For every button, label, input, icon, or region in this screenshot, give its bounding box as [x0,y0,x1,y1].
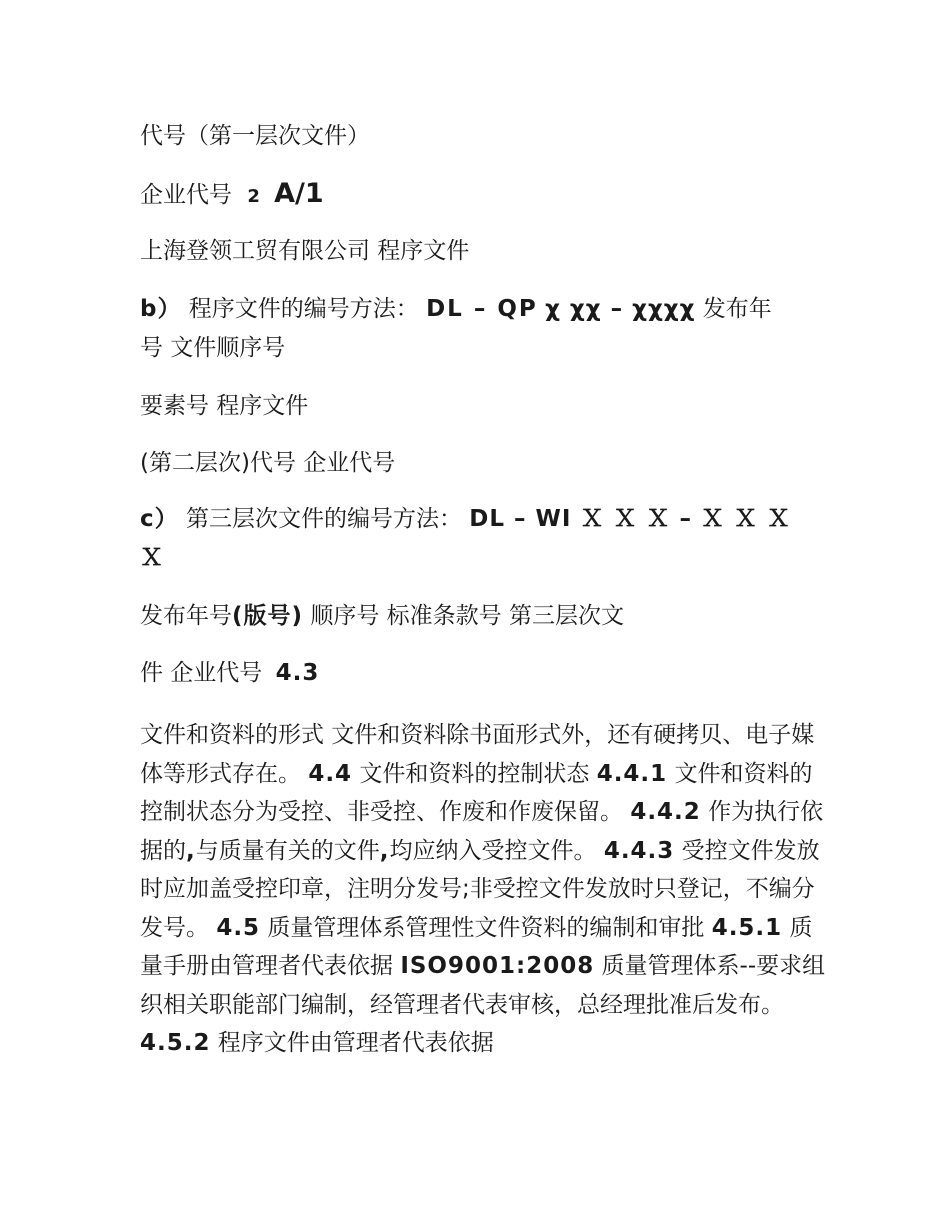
line-10-c: 顺序号 标准条款号 第三层次文 [310,603,624,629]
paragraph-run-bold: 4.5.2 [140,1030,211,1056]
line-11-b: 4.3 [275,660,320,686]
body-paragraph [140,716,830,1063]
line-10-b: (版号) [232,603,304,629]
paragraph-run: 均应纳入受控文件。 [389,837,604,864]
line-10 [140,605,624,628]
line-1-text: 代号（第一层次文件） [140,123,370,149]
line-8 [140,508,791,531]
line-2-code: A/1 [274,178,324,209]
paragraph-run: 文件和资料的形式 文件和资料除书面形式外，还有硬拷贝、电子媒体等形式存在。 [140,722,815,787]
line-7 [140,452,395,475]
paragraph-run: 质量管理体系--要求组织相关职能部门编制，经管理者代表审核，总经理批准后发布。 [140,953,826,1018]
line-3-text: 上海登领工贸有限公司 程序文件 [140,238,470,264]
paragraph-run: 文件和资料的控制状态分为受控、非受控、作废和作废保留。 [140,760,813,825]
paragraph-run: 受控文件发放时应加盖受控印章，注明分发号;非受控文件发放时只登记，不编分发号。 [140,837,820,941]
line-9 [140,547,164,570]
paragraph-run-bold: 4.4.1 [596,760,668,787]
line-7-text: (第二层次)代号 企业代号 [140,450,396,476]
paragraph-run-bold: , [186,837,196,864]
paragraph-run: 与质量有关的文件 [195,837,380,864]
line-4-placeholder: χ χχ – χχχχ [545,296,696,322]
paragraph-run: 文件和资料的控制状态 [352,760,597,787]
line-5 [140,337,285,360]
line-6 [140,395,308,418]
line-11-a: 件 企业代号 [140,660,263,686]
line-4-text: 程序文件的编号方法： [188,296,419,322]
paragraph-run: 质量手册由管理者代表依据 [140,914,813,979]
paragraph-run: 质量管理体系管理性文件资料的编制和审批 [260,914,712,941]
paragraph-run-bold: 4.4 [308,760,353,787]
line-4-label: b） [140,296,182,322]
line-4-tail: 发布年 [702,296,772,322]
line-8-text: 第三层次文件的编号方法： [185,506,462,532]
line-3 [140,240,469,263]
paragraph-run-bold: , [379,837,390,864]
line-4-code: DL – QP [426,296,538,322]
paragraph-run-bold: ISO9001:2008 [400,953,595,979]
paragraph-run: 作为执行依据的 [140,799,824,864]
line-4 [140,298,772,321]
line-6-text: 要素号 程序文件 [140,393,309,419]
line-2-num: 2 [247,186,261,207]
paragraph-run-bold: 4.5.1 [711,914,783,941]
paragraph-run-bold: 4.5 [216,914,261,941]
line-10-a: 发布年号 [140,603,232,629]
paragraph-run: 程序文件由管理者代表依据 [210,1030,494,1056]
line-8-code: DL – WI Ｘ Ｘ Ｘ – Ｘ Ｘ Ｘ [469,506,792,532]
line-1 [140,125,370,148]
line-8-label: c） [140,506,179,532]
paragraph-run-bold: 4.4.3 [603,837,675,864]
line-5-text: 号 文件顺序号 [140,335,286,361]
paragraph-run-bold: 4.4.2 [630,799,701,825]
line-2 [140,180,324,207]
line-11 [140,662,319,685]
line-2-text: 企业代号 [140,182,232,208]
line-9-text: Ｘ [140,545,164,571]
